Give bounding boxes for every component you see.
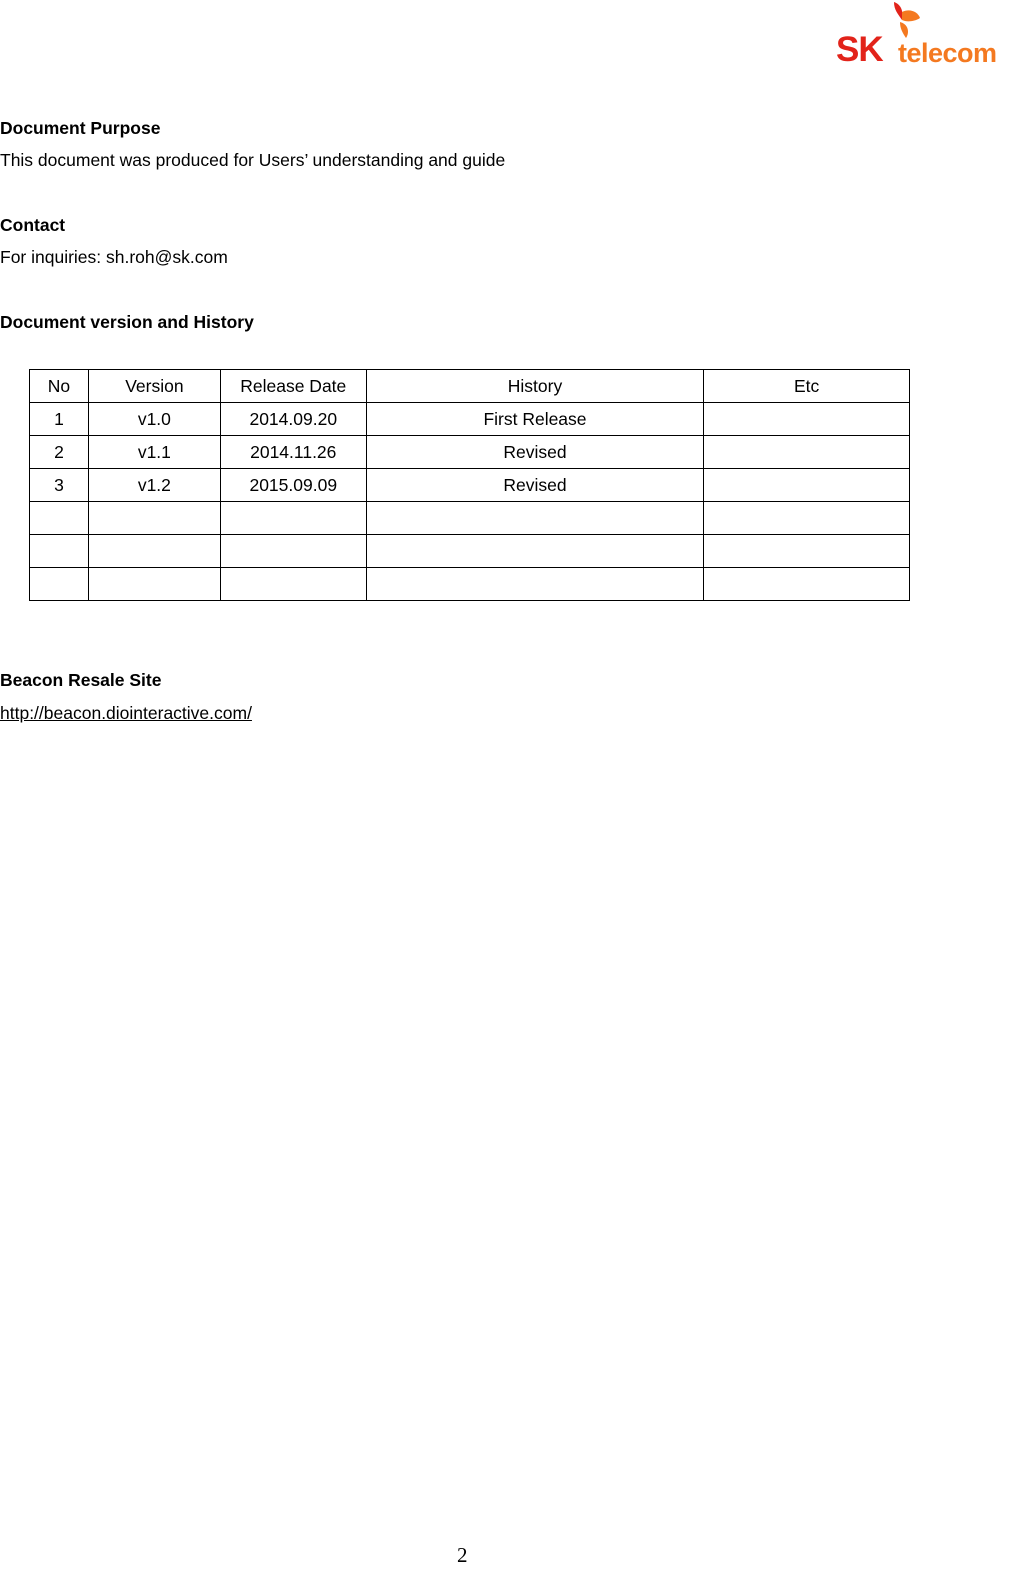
table-row [30, 568, 910, 601]
column-header-no: No [30, 370, 89, 403]
cell-etc [704, 502, 910, 535]
cell-no [30, 535, 89, 568]
cell-history: First Release [366, 403, 704, 436]
cell-no: 1 [30, 403, 89, 436]
resale-site-link[interactable]: http://beacon.diointeractive.com/ [0, 703, 252, 723]
cell-version: v1.0 [88, 403, 220, 436]
version-history-table [29, 369, 910, 601]
cell-etc [704, 469, 910, 502]
cell-release-date: 2015.09.09 [220, 469, 366, 502]
history-heading: Document version and History [0, 312, 254, 332]
logo-brand-text: SK [836, 30, 883, 69]
cell-version: v1.2 [88, 469, 220, 502]
cell-release-date [220, 535, 366, 568]
table-row [30, 469, 910, 502]
table-header-row [30, 370, 910, 403]
cell-no: 3 [30, 469, 89, 502]
cell-etc [704, 535, 910, 568]
cell-etc [704, 568, 910, 601]
cell-history [366, 568, 704, 601]
table-row [30, 403, 910, 436]
cell-no [30, 568, 89, 601]
table-row [30, 535, 910, 568]
cell-version [88, 502, 220, 535]
column-header-version: Version [88, 370, 220, 403]
logo-product-text: telecom [898, 38, 997, 68]
cell-release-date [220, 502, 366, 535]
cell-no [30, 502, 89, 535]
cell-etc [704, 403, 910, 436]
cell-history [366, 502, 704, 535]
cell-release-date [220, 568, 366, 601]
cell-version [88, 535, 220, 568]
cell-no: 2 [30, 436, 89, 469]
sk-telecom-logo [836, 0, 1010, 72]
cell-version: v1.1 [88, 436, 220, 469]
cell-etc [704, 436, 910, 469]
resale-link-line [0, 701, 252, 725]
cell-history [366, 535, 704, 568]
purpose-text: This document was produced for Users’ understanding and guide [0, 150, 506, 170]
cell-release-date: 2014.11.26 [220, 436, 366, 469]
contact-text: For inquiries: sh.roh@sk.com [0, 247, 228, 267]
column-header-etc: Etc [704, 370, 910, 403]
purpose-heading: Document Purpose [0, 118, 161, 138]
column-header-release-date: Release Date [220, 370, 366, 403]
resale-heading: Beacon Resale Site [0, 670, 162, 690]
cell-history: Revised [366, 436, 704, 469]
column-header-history: History [366, 370, 704, 403]
table-row [30, 436, 910, 469]
cell-history: Revised [366, 469, 704, 502]
contact-heading: Contact [0, 215, 66, 235]
cell-release-date: 2014.09.20 [220, 403, 366, 436]
page-number: 2 [457, 1543, 468, 1567]
table-row [30, 502, 910, 535]
cell-version [88, 568, 220, 601]
